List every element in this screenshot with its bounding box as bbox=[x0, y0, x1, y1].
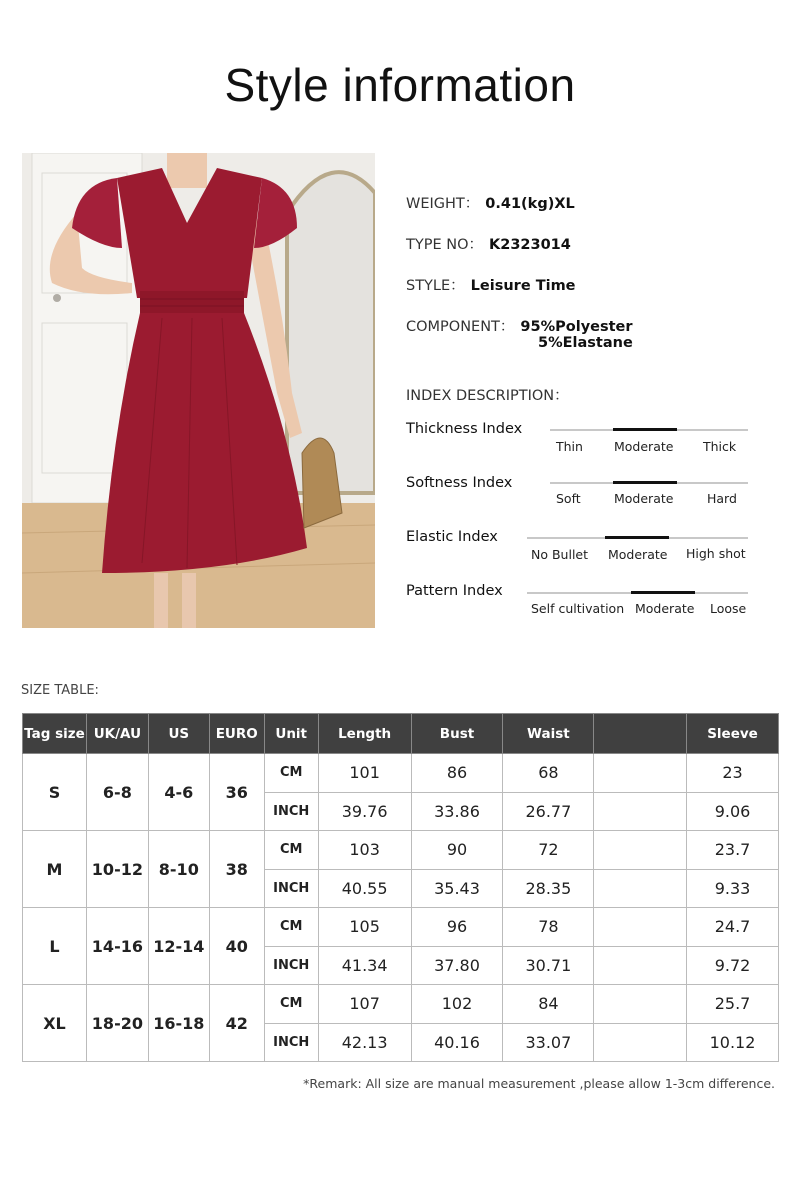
header-euro: EURO bbox=[209, 714, 264, 754]
bust-cell: 90 bbox=[411, 831, 503, 870]
weight-value: 0.41(kg)XL bbox=[485, 196, 575, 212]
softness-index-name: Softness Index bbox=[406, 475, 513, 491]
softness-index-marker bbox=[613, 481, 677, 484]
blank-cell bbox=[594, 869, 687, 908]
pattern-index-name: Pattern Index bbox=[406, 583, 503, 599]
type-value: K2323014 bbox=[489, 237, 571, 253]
blank-cell bbox=[594, 946, 687, 985]
header-tag-size: Tag size bbox=[23, 714, 87, 754]
component-value-1: 95%Polyester bbox=[520, 319, 633, 335]
bust-cell: 102 bbox=[411, 985, 503, 1024]
type-row bbox=[406, 233, 571, 254]
header-unit: Unit bbox=[264, 714, 318, 754]
unit-cell: INCH bbox=[264, 792, 318, 831]
waist-cell: 78 bbox=[503, 908, 594, 947]
length-cell: 42.13 bbox=[318, 1023, 411, 1062]
size-us: 16-18 bbox=[148, 985, 209, 1062]
header-bust: Bust bbox=[411, 714, 503, 754]
page-title: Style information bbox=[224, 59, 576, 111]
table-row bbox=[23, 985, 779, 1024]
component-row bbox=[406, 315, 633, 336]
header-us: US bbox=[148, 714, 209, 754]
style-value: Leisure Time bbox=[470, 278, 576, 294]
header-uk-au: UK/AU bbox=[86, 714, 148, 754]
weight-row bbox=[406, 192, 575, 213]
size-table-label: SIZE TABLE: bbox=[21, 683, 99, 698]
length-cell: 39.76 bbox=[318, 792, 411, 831]
blank-cell bbox=[594, 792, 687, 831]
bust-cell: 86 bbox=[411, 754, 503, 793]
elastic-index-marker bbox=[605, 536, 669, 539]
unit-cell: CM bbox=[264, 754, 318, 793]
blank-cell bbox=[594, 1023, 687, 1062]
blank-cell bbox=[594, 754, 687, 793]
waist-cell: 26.77 bbox=[503, 792, 594, 831]
waist-cell: 33.07 bbox=[503, 1023, 594, 1062]
size-tag: S bbox=[23, 754, 87, 831]
table-header-row bbox=[23, 714, 779, 754]
thickness-index-marker bbox=[613, 428, 677, 431]
size-euro: 40 bbox=[209, 908, 264, 985]
bust-cell: 37.80 bbox=[411, 946, 503, 985]
header-waist: Waist bbox=[503, 714, 594, 754]
softness-label-high: Hard bbox=[707, 491, 737, 506]
pattern-index-marker bbox=[631, 591, 695, 594]
length-cell: 103 bbox=[318, 831, 411, 870]
unit-cell: CM bbox=[264, 831, 318, 870]
pattern-label-high: Loose bbox=[710, 601, 747, 616]
unit-cell: INCH bbox=[264, 869, 318, 908]
component-label: COMPONENT： bbox=[406, 319, 515, 335]
pattern-label-mid: Moderate bbox=[635, 601, 695, 616]
table-row bbox=[23, 831, 779, 870]
blank-cell bbox=[594, 908, 687, 947]
sleeve-cell: 25.7 bbox=[687, 985, 779, 1024]
header-sleeve: Sleeve bbox=[687, 714, 779, 754]
elastic-label-mid: Moderate bbox=[608, 547, 668, 562]
elastic-index-name: Elastic Index bbox=[406, 529, 498, 545]
size-tag: XL bbox=[23, 985, 87, 1062]
waist-cell: 68 bbox=[503, 754, 594, 793]
size-tag: L bbox=[23, 908, 87, 985]
size-us: 8-10 bbox=[148, 831, 209, 908]
softness-label-mid: Moderate bbox=[614, 491, 674, 506]
remark-note: *Remark: All size are manual measurement ,please allow 1-3cm difference. bbox=[303, 1076, 775, 1091]
softness-label-low: Soft bbox=[556, 491, 581, 506]
unit-cell: INCH bbox=[264, 946, 318, 985]
elastic-label-high: High shot bbox=[686, 546, 746, 561]
pattern-label-low: Self cultivation bbox=[531, 601, 625, 616]
sleeve-cell: 9.06 bbox=[687, 792, 779, 831]
sleeve-cell: 9.72 bbox=[687, 946, 779, 985]
header-length: Length bbox=[318, 714, 411, 754]
weight-label: WEIGHT： bbox=[406, 196, 480, 212]
size-uk: 10-12 bbox=[86, 831, 148, 908]
size-euro: 38 bbox=[209, 831, 264, 908]
style-label: STYLE： bbox=[406, 278, 465, 294]
thickness-label-mid: Moderate bbox=[614, 439, 674, 454]
index-description-title: INDEX DESCRIPTION： bbox=[406, 388, 569, 404]
blank-cell bbox=[594, 985, 687, 1024]
component-row-2 bbox=[538, 335, 633, 351]
header-blank bbox=[594, 714, 687, 754]
size-tag: M bbox=[23, 831, 87, 908]
sleeve-cell: 23.7 bbox=[687, 831, 779, 870]
blank-cell bbox=[594, 831, 687, 870]
thickness-label-high: Thick bbox=[703, 439, 737, 454]
size-table bbox=[22, 713, 779, 1062]
size-us: 12-14 bbox=[148, 908, 209, 985]
sleeve-cell: 10.12 bbox=[687, 1023, 779, 1062]
waist-cell: 30.71 bbox=[503, 946, 594, 985]
size-us: 4-6 bbox=[148, 754, 209, 831]
waist-cell: 84 bbox=[503, 985, 594, 1024]
size-uk: 14-16 bbox=[86, 908, 148, 985]
type-label: TYPE NO： bbox=[406, 237, 483, 253]
length-cell: 107 bbox=[318, 985, 411, 1024]
thickness-label-low: Thin bbox=[556, 439, 583, 454]
product-photo bbox=[22, 153, 375, 628]
bust-cell: 35.43 bbox=[411, 869, 503, 908]
component-value-2: 5%Elastane bbox=[538, 335, 633, 351]
waist-cell: 72 bbox=[503, 831, 594, 870]
length-cell: 101 bbox=[318, 754, 411, 793]
size-uk: 6-8 bbox=[86, 754, 148, 831]
length-cell: 40.55 bbox=[318, 869, 411, 908]
length-cell: 41.34 bbox=[318, 946, 411, 985]
size-euro: 42 bbox=[209, 985, 264, 1062]
unit-cell: INCH bbox=[264, 1023, 318, 1062]
style-row bbox=[406, 274, 576, 295]
sleeve-cell: 23 bbox=[687, 754, 779, 793]
elastic-label-low: No Bullet bbox=[531, 547, 589, 562]
waist-cell: 28.35 bbox=[503, 869, 594, 908]
sleeve-cell: 24.7 bbox=[687, 908, 779, 947]
table-row bbox=[23, 908, 779, 947]
bust-cell: 33.86 bbox=[411, 792, 503, 831]
size-uk: 18-20 bbox=[86, 985, 148, 1062]
unit-cell: CM bbox=[264, 908, 318, 947]
size-euro: 36 bbox=[209, 754, 264, 831]
bust-cell: 96 bbox=[411, 908, 503, 947]
sleeve-cell: 9.33 bbox=[687, 869, 779, 908]
bust-cell: 40.16 bbox=[411, 1023, 503, 1062]
table-row bbox=[23, 754, 779, 793]
length-cell: 105 bbox=[318, 908, 411, 947]
unit-cell: CM bbox=[264, 985, 318, 1024]
thickness-index-name: Thickness Index bbox=[406, 421, 523, 437]
